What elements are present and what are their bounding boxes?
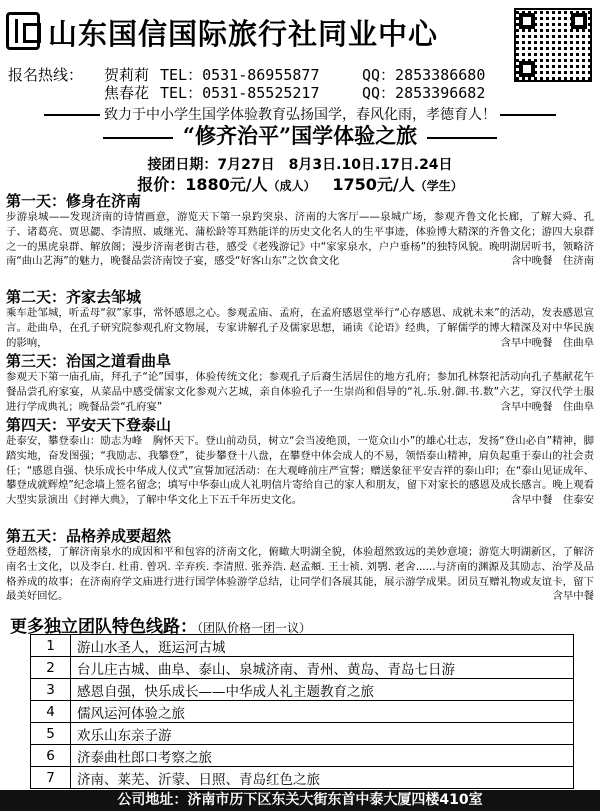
route-number: 2 (31, 657, 71, 679)
day-1 (6, 192, 594, 269)
day-text: 赴泰安，攀登泰山：励志为峰 胸怀天下。登山前动员，树立“会当凌绝顶，一览众山小”的雄心壮志，发扬“登山必自”精神，脚踏实地，奋发图强；“我励志、我攀登”，徒步攀登十八盘，在攀登中体会成人的不易，领悟泰山精神，肩负起重于泰山的社会责任；“感恩自强、快乐成长中华成人仪式”宣誓加冠活动：在大观峰前庄严宣誓；赠送象征平安吉祥的泰山印；在“泰山见证成年、攀登成就辉煌”纪念墙上签名留念；填写中华泰山成人礼明信片寄给自己的家人和朋友，留下对家长的感恩及成长感言。晚上观看大型实景演出《封禅大典》，了解中华文化上下五千年历史文化。 含早中餐 住泰安 (6, 435, 594, 507)
route-row (31, 679, 574, 701)
contact-tel-1: TEL：0531-86955877 (160, 66, 320, 84)
day-title: 第五天：品格养成要超然 (6, 527, 172, 545)
header (0, 0, 600, 62)
contact-name-1: 贺莉莉 (104, 66, 150, 84)
route-row (31, 745, 574, 767)
route-row (31, 767, 574, 789)
day-2 (6, 288, 594, 350)
slogan: 致力于中小学生国学体验教育弘扬国学，春风化雨，孝德育人！ (0, 104, 600, 124)
day-meals: 含早中晚餐 住曲阜 (500, 400, 594, 413)
route-number: 7 (31, 767, 71, 789)
route-name: 游山水圣人，逛运河古城 (71, 635, 574, 657)
price-student-note: （学生） (414, 179, 463, 193)
route-row (31, 701, 574, 723)
hotline-label: 报名热线： (8, 66, 84, 84)
route-name: 台儿庄古城、曲阜、泰山、泉城济南、青州、黄岛、青岛七日游 (71, 657, 574, 679)
day-title: 第三天：治国之道看曲阜 (6, 352, 172, 370)
day-title: 第二天：齐家去邹城 (6, 288, 142, 306)
route-number: 6 (31, 745, 71, 767)
qr-code (514, 8, 592, 82)
more-routes-note: （团队价格一团一议） (197, 621, 312, 635)
day-meals: 含早中餐 住泰安 (510, 494, 594, 507)
day-text: 乘车赴邹城，听孟母“叙”家事，常怀感恩之心。参观孟庙、孟府，在孟府感恩堂举行“心存感恩、成就未来”的活动，发表感恩宣言。赴曲阜，在孔子研究院参观孔府文物展，专家讲解孔子及儒家思想，诵读《论语》经典，了解儒学的博大精深及对中华民族的影响， 含早中晚餐 住曲阜 (6, 307, 594, 349)
company-name: 山东国信国际旅行社同业中心 (48, 17, 439, 51)
day-title: 第一天：修身在济南 (6, 192, 142, 210)
route-number: 4 (31, 701, 71, 723)
day-title: 第四天：平安天下登泰山 (6, 416, 172, 434)
more-routes-title: 更多独立团队特色线路： (10, 617, 197, 637)
contact-name-2: 焦春花 (104, 84, 150, 102)
contact-qq-1: QQ：2853386680 (362, 66, 486, 84)
routes-table (30, 634, 574, 789)
price-adult: 1880元/人 (185, 175, 268, 194)
day-5 (6, 527, 594, 604)
day-4 (6, 416, 594, 508)
route-name: 感恩自强，快乐成长——中华成人礼主题教育之旅 (71, 679, 574, 701)
company-address: 公司地址：济南市历下区东关大街东首中泰大厦四楼410室 (0, 790, 600, 811)
route-name: 欢乐山东亲子游 (71, 723, 574, 745)
company-logo (6, 12, 40, 50)
route-number: 5 (31, 723, 71, 745)
day-text: 参观天下第一庙孔庙，拜孔子“论”国事，体验传统文化；参观孔子后裔生活居住的地方孔府；参加孔林祭祀活动向孔子墓献花午餐品尝孔府家宴，从菜品中感受儒家文化参观六艺城，亲自体验孔子一生崇尚和倡导的“礼.乐.射.御.书.数”六艺，穿汉代学士服进行学成典礼；晚餐品尝“孔府宴” 含早中晚餐 住曲阜 (6, 371, 594, 413)
route-number: 1 (31, 635, 71, 657)
price-student: 1750元/人 (332, 175, 415, 194)
day-3 (6, 352, 594, 414)
day-meals: 含早中晚餐 住曲阜 (500, 336, 594, 349)
day-meals: 含早中餐 (552, 590, 594, 603)
route-name: 济泰曲杜郎口考察之旅 (71, 745, 574, 767)
route-row (31, 635, 574, 657)
route-row (31, 723, 574, 745)
tour-title: “修齐治平”国学体验之旅 (0, 120, 600, 150)
contact-tel-2: TEL：0531-85525217 (160, 84, 320, 102)
day-meals: 含中晚餐 住济南 (510, 255, 594, 268)
price-label: 报价： (137, 175, 186, 194)
tour-dates: 接团日期：7月27日 8月3日.10日.17日.24日 (147, 157, 453, 173)
route-row (31, 657, 574, 679)
route-name: 济南、莱芜、沂蒙、日照、青岛红色之旅 (71, 767, 574, 789)
contact-qq-2: QQ：2853396682 (362, 84, 486, 102)
price-adult-note: （成人） (267, 179, 316, 193)
day-text: 登超然楼，了解济南泉水的成因和平和包容的济南文化，俯瞰大明湖全貌，体验超然致远的美妙意境；游览大明湖新区，了解济南名士文化，以及李白. 杜甫. 曾巩. 辛弃疾. 李清照. 张养浩. 赵孟頫. 王士祯. 刘鹗. 老舍......与济南的渊源及其励志、治学及品格养成的故事；在济南府学文庙进行进行国学体验游学总结，让同学们各展其能，展示游学成果。团员互赠礼物或友谊卡，留下最美好回忆。 含早中餐 (6, 546, 594, 603)
route-name: 儒风运河体验之旅 (71, 701, 574, 723)
route-number: 3 (31, 679, 71, 701)
day-text: 步游泉城——发现济南的诗情画意，游览天下第一泉趵突泉、济南的大客厅——泉城广场，参观齐鲁文化长廊，了解大舜、孔子、诸葛亮、贾思勰、李清照、戚继光、蒲松龄等耳熟能详的历史文化名人的生平事迹，体验博大精深的齐鲁文化；游四大泉群之一的黑虎泉群、解放阁；漫步济南老街古巷，感受《老残游记》中“家家泉水，户户垂杨”的独特风貌。晚明湖居听书，领略济南“曲山艺海”的魅力，晚餐品尝济南饺子宴，感受“好客山东”之饮食文化 含中晚餐 住济南 (6, 211, 594, 268)
